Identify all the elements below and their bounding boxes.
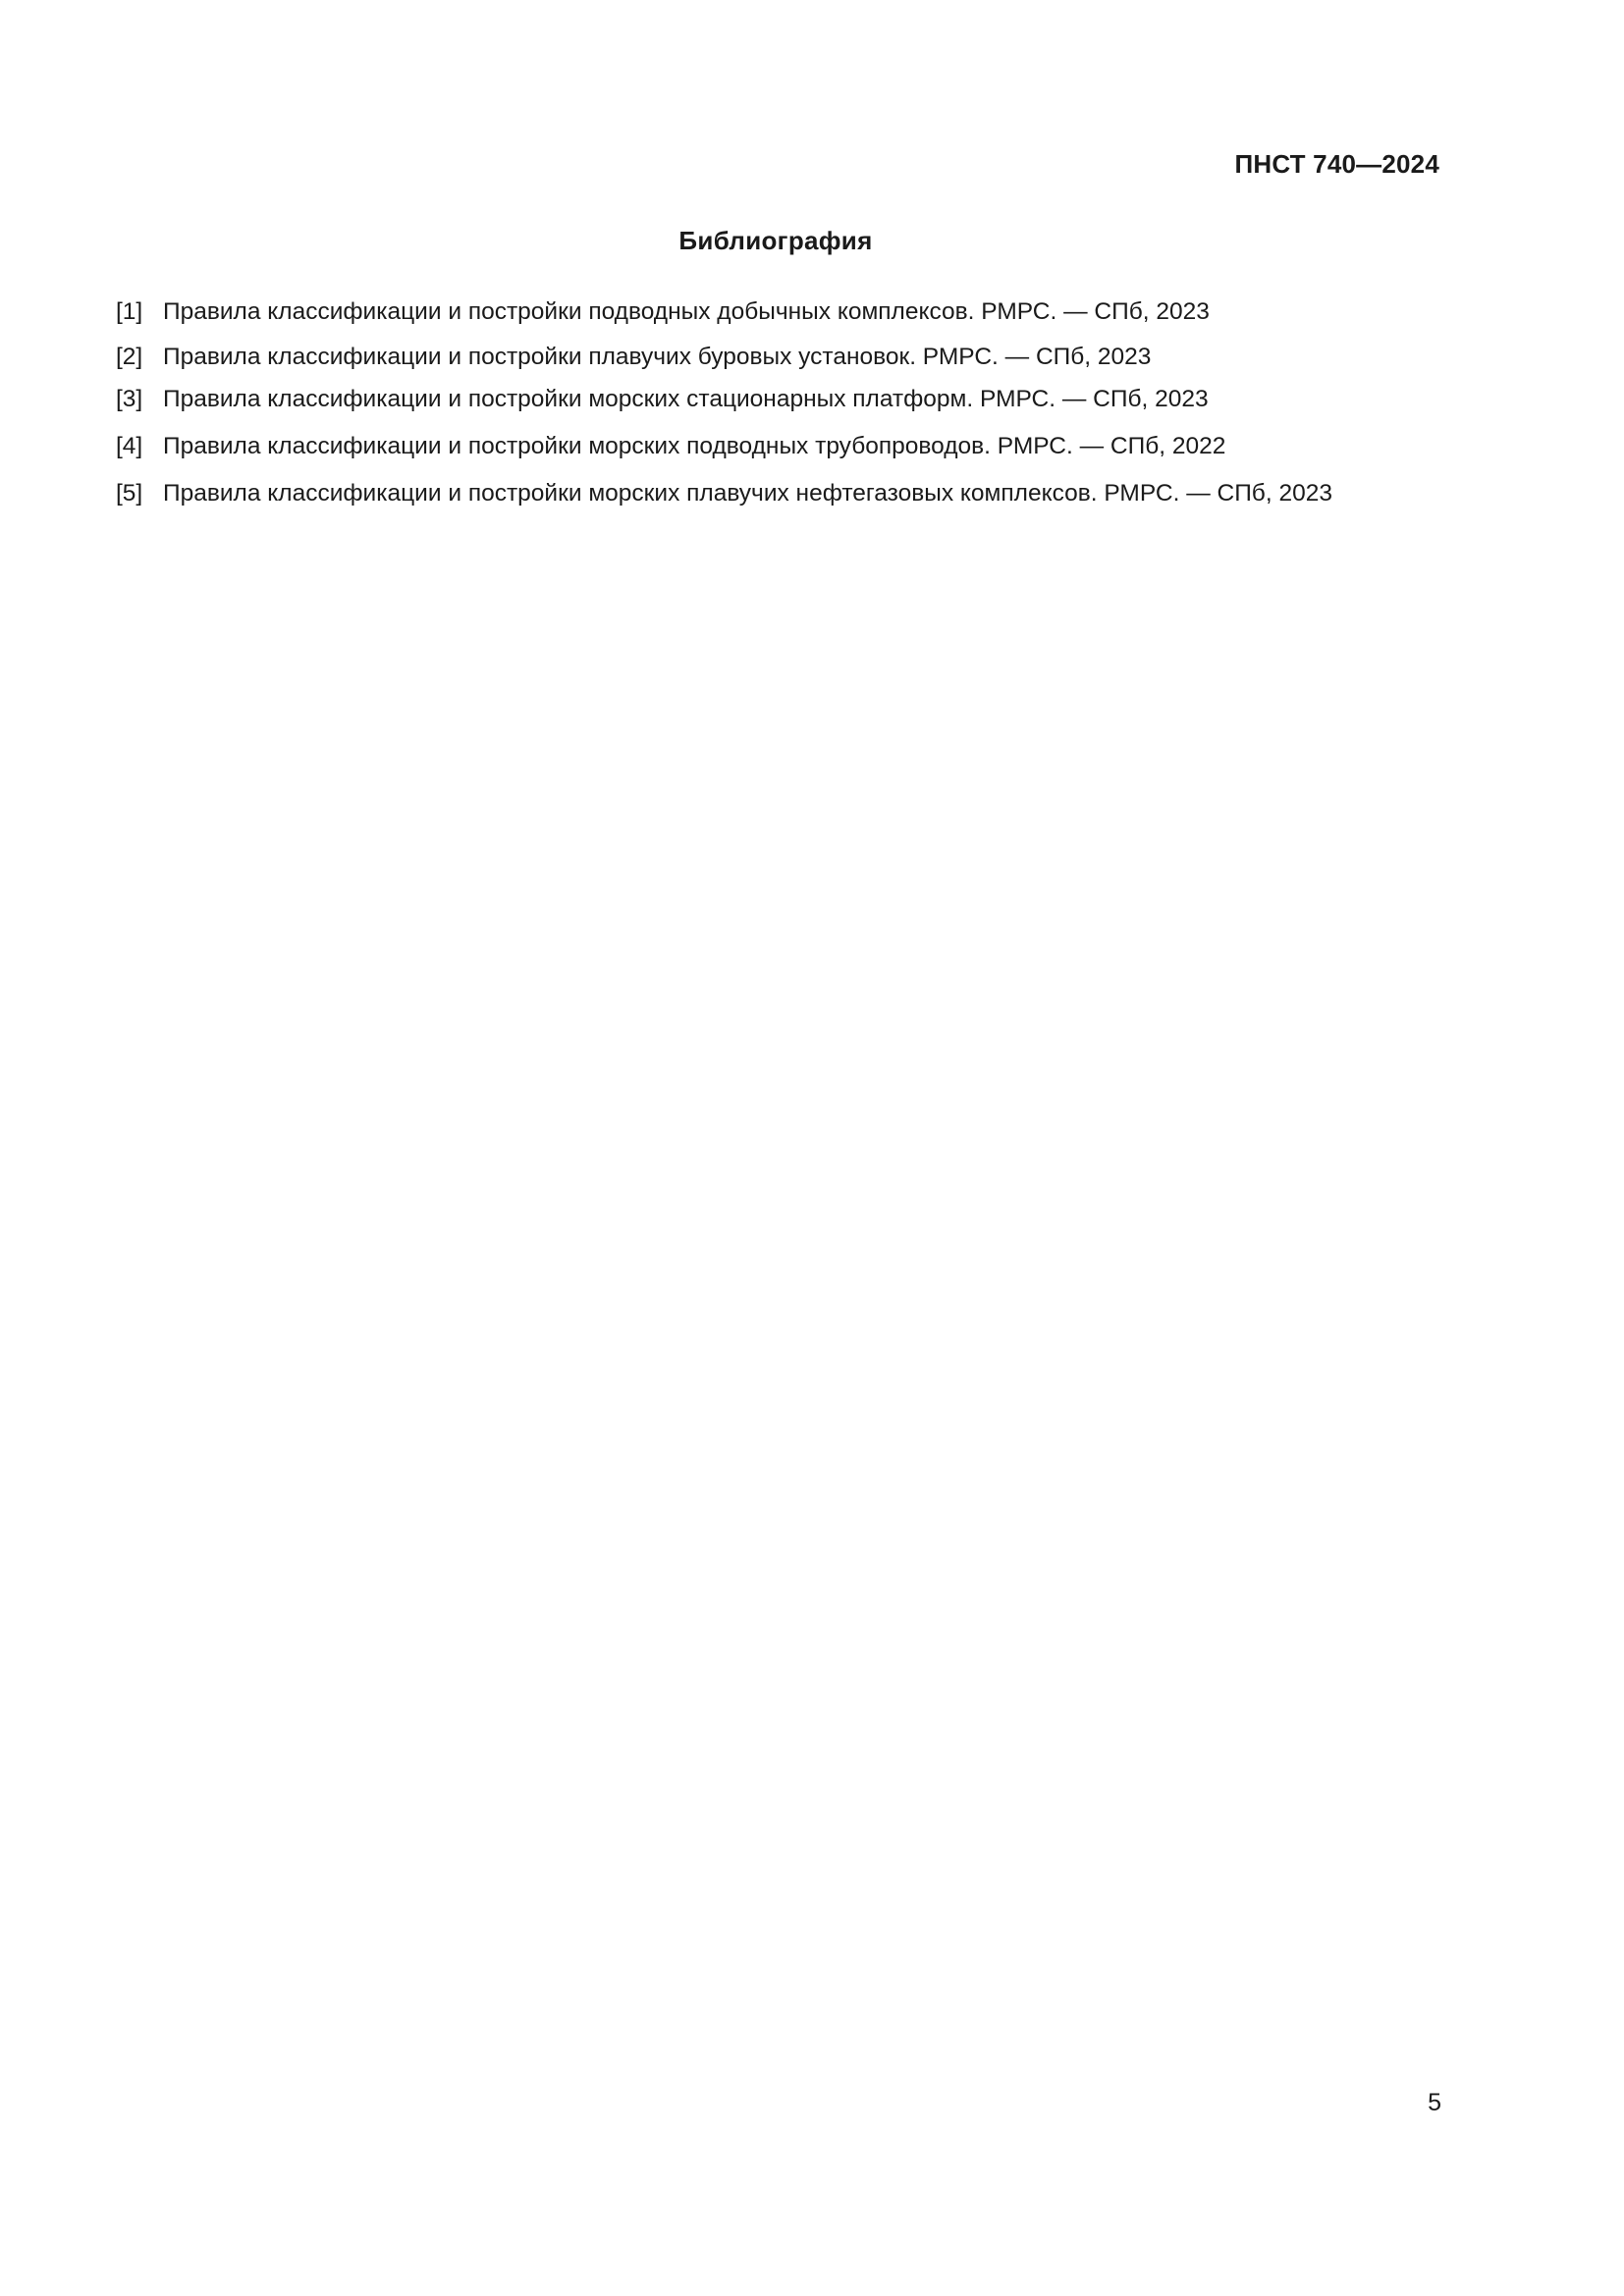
page-number: 5 <box>1428 2089 1441 2116</box>
section-title: Библиография <box>678 226 873 255</box>
bibliography-item-number: [1] <box>116 298 143 325</box>
bibliography-item <box>116 343 1151 372</box>
bibliography-item-text: Правила классификации и постройки подводных добычных комплексов. РМРС. — СПб, 2023 <box>163 298 1210 325</box>
document-code: ПНСТ 740—2024 <box>1234 149 1439 179</box>
bibliography-item <box>116 297 1210 327</box>
bibliography-item-text: Правила классификации и постройки плавучих буровых установок. РМРС. — СПб, 2023 <box>163 344 1152 370</box>
bibliography-item-number: [2] <box>116 344 143 370</box>
bibliography-item <box>116 479 1332 508</box>
bibliography-item-number: [5] <box>116 480 143 507</box>
bibliography-item-number: [4] <box>116 433 143 459</box>
bibliography-item-text: Правила классификации и постройки морских плавучих нефтегазовых комплексов. РМРС. — СПб, 2023 <box>163 480 1332 507</box>
bibliography-item-text: Правила классификации и постройки морских подводных трубопроводов. РМРС. — СПб, 2022 <box>163 433 1226 459</box>
bibliography-item <box>116 385 1209 414</box>
bibliography-item-text: Правила классификации и постройки морских стационарных платформ. РМРС. — СПб, 2023 <box>163 386 1209 412</box>
bibliography-item-number: [3] <box>116 386 143 412</box>
bibliography-item <box>116 432 1225 461</box>
